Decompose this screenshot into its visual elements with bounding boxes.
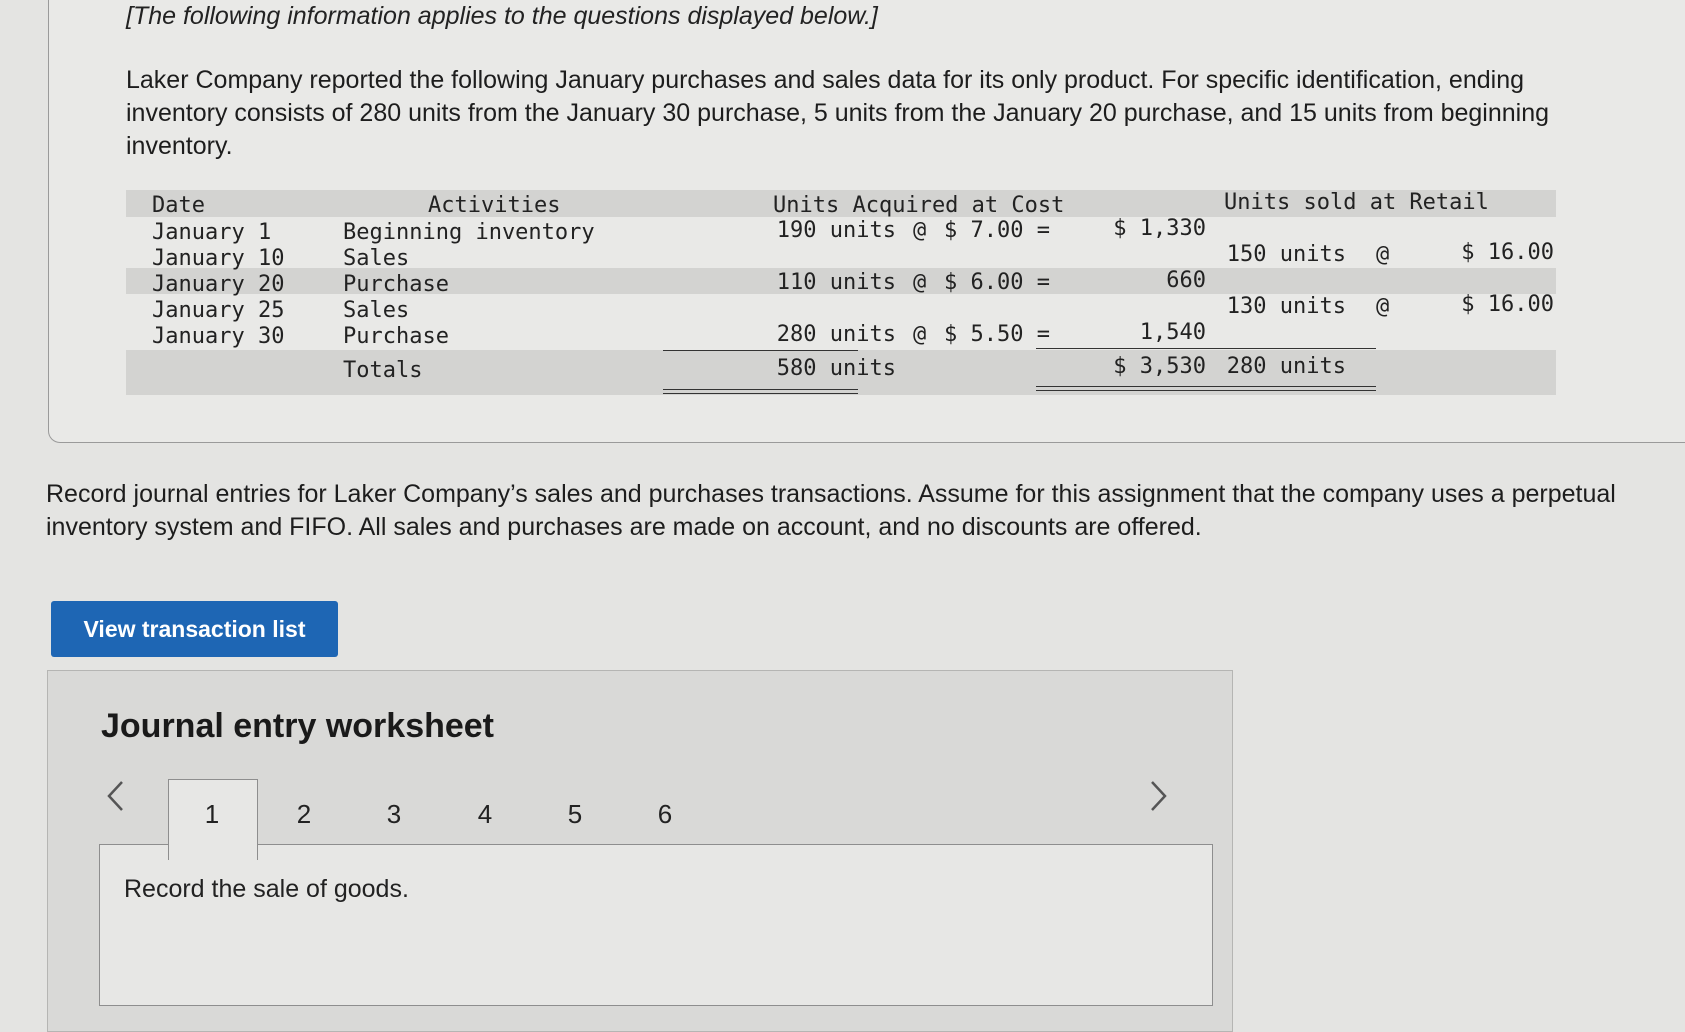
tab-5[interactable]: 5 — [567, 799, 583, 829]
row-sold-units: 130 units — [1226, 294, 1346, 319]
totals-sold-units: 280 units — [1226, 354, 1346, 379]
row-activity: Sales — [343, 298, 410, 323]
row-acq-at: @ — [913, 322, 927, 347]
worksheet-prompt: Record the sale of goods. — [124, 875, 409, 903]
header-date: Date — [152, 193, 205, 218]
view-transaction-list-button[interactable]: View transaction list — [51, 601, 338, 657]
row-acq-total: 660 — [1166, 268, 1206, 293]
tab-3[interactable]: 3 — [386, 799, 402, 829]
row-sold-price: $ 16.00 — [1461, 292, 1554, 317]
totals-acq-units: 580 units — [776, 356, 896, 381]
row-acq-units: 280 units — [776, 322, 896, 347]
row-date: January 20 — [152, 272, 285, 297]
row-sold-units: 150 units — [1226, 242, 1346, 267]
row-date: January 10 — [152, 246, 285, 271]
double-underline-acq-units — [663, 389, 858, 394]
tab-1[interactable]: 1 — [204, 799, 220, 829]
worksheet-content — [99, 844, 1213, 1006]
totals-label: Totals — [343, 358, 423, 383]
row-acq-at: @ — [913, 218, 927, 243]
underline-acq-units — [663, 350, 858, 351]
row-acq-units: 190 units — [776, 218, 896, 243]
row-activity: Sales — [343, 246, 410, 271]
totals-acq-total: $ 3,530 — [1113, 354, 1206, 379]
header-sold: Units sold at Retail — [1224, 190, 1489, 215]
instructions-text: Record journal entries for Laker Company’s sales and purchases transactions. Assume for this assignment that the company uses a perpetual inventory system and FIFO. All sales and purchases are made on account, and no discounts are offered. — [46, 480, 1616, 541]
underline-acq-total — [1036, 348, 1376, 349]
row-acq-units: 110 units — [776, 270, 896, 295]
tab-2[interactable]: 2 — [296, 799, 312, 829]
tab-6[interactable]: 6 — [657, 799, 673, 829]
intro-paragraph: Laker Company reported the following January purchases and sales data for its only product. For specific identification, ending inventory consists of 280 units from the January 30 purchase, 5 units from the January 20 purchase, and 15 units from beginning inventory. — [126, 66, 1550, 160]
row-acq-price: $ 7.00 = — [944, 218, 1050, 243]
row-sold-price: $ 16.00 — [1461, 240, 1554, 265]
row-acq-total: 1,540 — [1139, 320, 1206, 345]
row-acq-at: @ — [913, 270, 927, 295]
tab-4[interactable]: 4 — [477, 799, 493, 829]
header-activities: Activities — [428, 193, 561, 218]
row-activity: Purchase — [343, 324, 449, 349]
row-sold-at: @ — [1376, 294, 1390, 319]
row-activity: Purchase — [343, 272, 449, 297]
worksheet-title: Journal entry worksheet — [101, 707, 495, 745]
row-sold-at: @ — [1376, 242, 1390, 267]
chevron-right-icon[interactable] — [1148, 779, 1170, 823]
chevron-left-icon[interactable] — [104, 779, 126, 823]
row-acq-price: $ 5.50 = — [944, 322, 1050, 347]
double-underline-totals — [1036, 386, 1376, 391]
row-acq-price: $ 6.00 = — [944, 270, 1050, 295]
journal-entry-worksheet — [47, 670, 1233, 1032]
intro-italic-line: [The following information applies to the questions displayed below.] — [126, 2, 878, 30]
header-acquired: Units Acquired at Cost — [773, 193, 1065, 218]
row-activity: Beginning inventory — [343, 220, 595, 245]
row-date: January 25 — [152, 298, 285, 323]
inventory-table — [126, 190, 1556, 400]
row-date: January 1 — [152, 220, 272, 245]
row-date: January 30 — [152, 324, 285, 349]
row-acq-total: $ 1,330 — [1113, 216, 1206, 241]
